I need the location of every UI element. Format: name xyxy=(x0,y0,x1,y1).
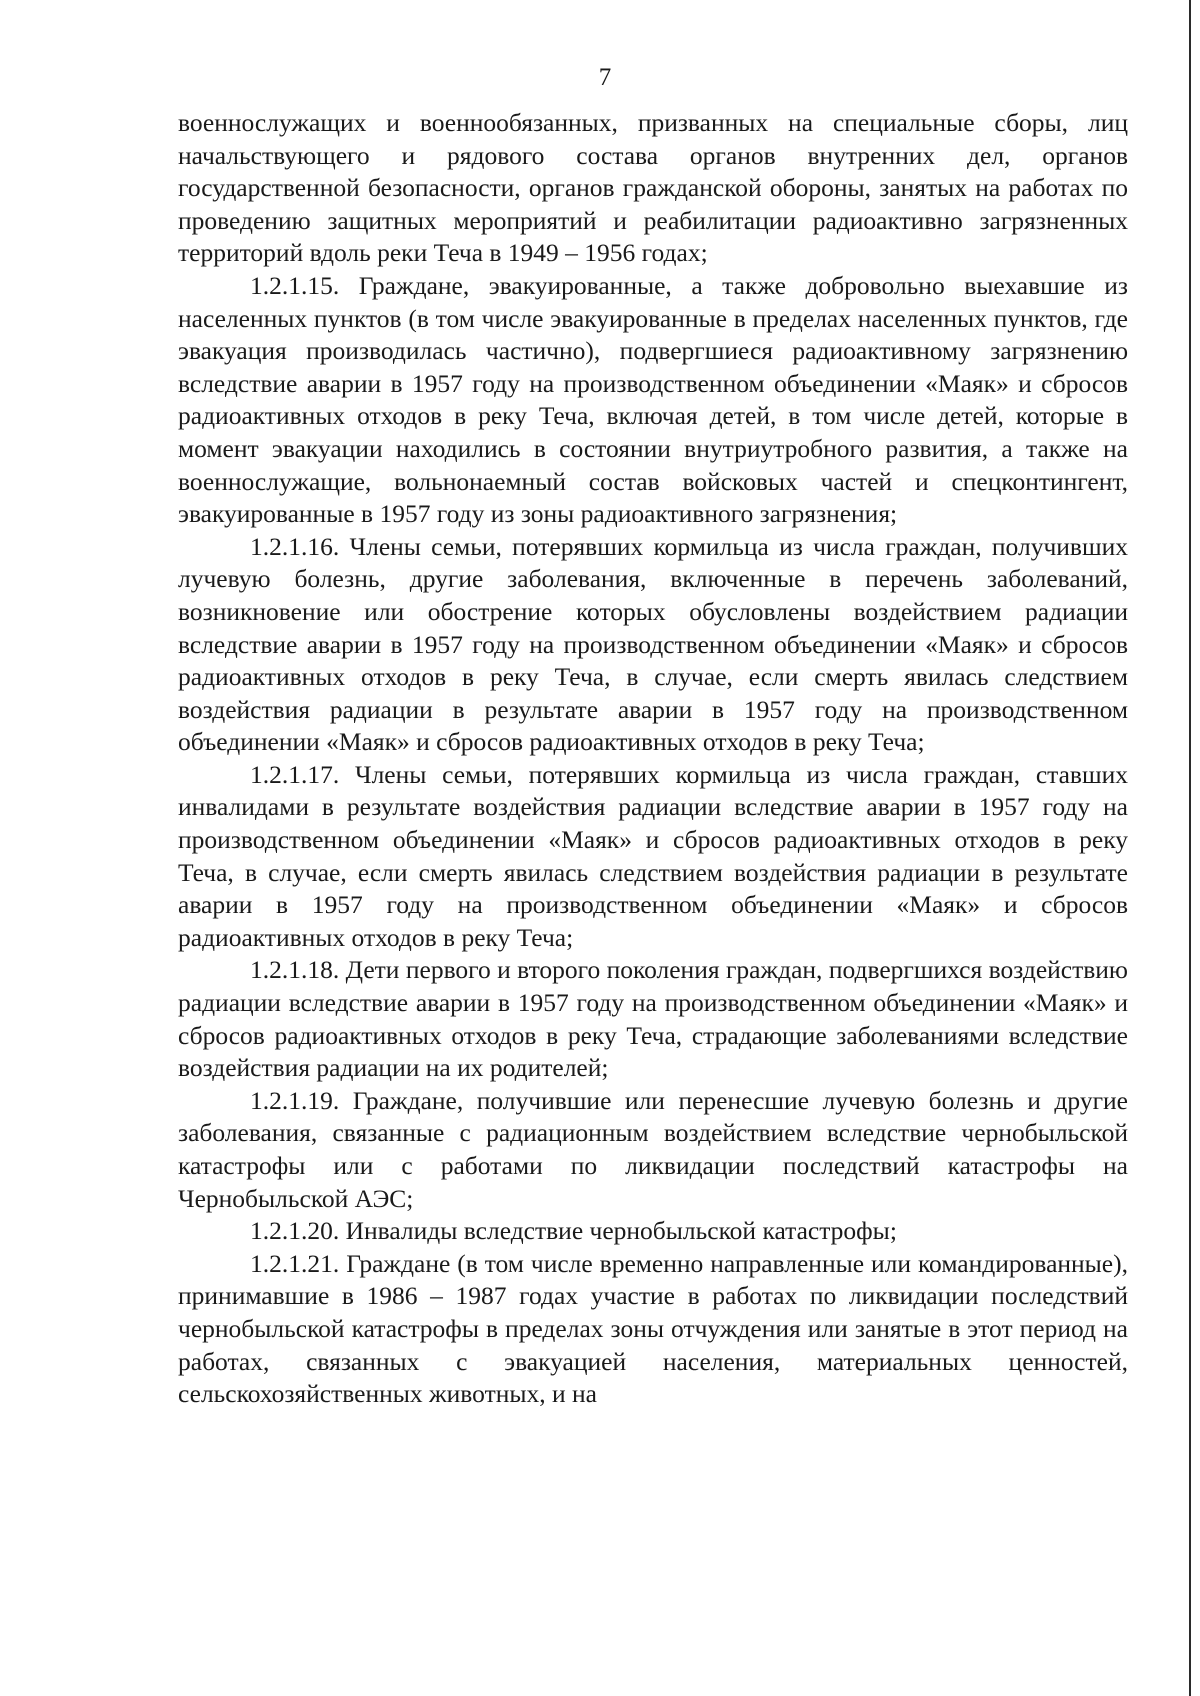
paragraph-1-2-1-18: 1.2.1.18. Дети первого и второго поколения граждан, подвергшихся воздействию радиации вследствие аварии в 1957 году на производственном объединении «Маяк» и сбросов радиоактивных отходов в реку Теча, страдающие заболеваниями вследствие воздействия радиации на их родителей; xyxy=(178,955,1128,1083)
paragraph-1-2-1-21: 1.2.1.21. Граждане (в том числе временно направленные или командированные), принимавшие в 1986 – 1987 годах участие в работах по ликвидации последствий чернобыльской катастрофы в пределах зоны отчуждения или занятые в этот период на работах, связанных с эвакуацией населения, материальных ценностей, сельскохозяйственных животных, и на xyxy=(178,1248,1128,1409)
paragraph-1-2-1-17: 1.2.1.17. Члены семьи, потерявших кормильца из числа граждан, ставших инвалидами в результате воздействия радиации вследствие аварии в 1957 году на производственном объединении «Маяк» и сбросов радиоактивных отходов в реку Теча, в случае, если смерть явилась следствием воздействия радиации в результате аварии в 1957 году на производственном объединении «Маяк» и сбросов радиоактивных отходов в реку Теча; xyxy=(178,759,1128,952)
paragraph-continuation: военнослужащих и военнообязанных, призванных на специальные сборы, лиц начальствующего и рядового состава органов внутренних дел, органов государственной безопасности, органов гражданской обороны, занятых на работах по проведению защитных мероприятий и реабилитации радиоактивно загрязненных территорий вдоль реки Теча в 1949 – 1956 годах; xyxy=(178,108,1128,268)
scan-edge-line xyxy=(1189,0,1191,1696)
paragraph-1-2-1-19: 1.2.1.19. Граждане, получившие или перенесшие лучевую болезнь и другие заболевания, связанные с радиационным воздействием вследствие чернобыльской катастрофы или с работами по ликвидации последствий катастрофы на Чернобыльской АЭС; xyxy=(178,1085,1128,1213)
page-number: 7 xyxy=(598,64,612,91)
paragraph-1-2-1-15: 1.2.1.15. Граждане, эвакуированные, а также добровольно выехавшие из населенных пунктов (в том числе эвакуированные в пределах населенных пунктов, где эвакуация производилась частично), подвергшиеся радиоактивному загрязнению вследствие аварии в 1957 году на производственном объединении «Маяк» и сбросов радиоактивных отходов в реку Теча, включая детей, в том числе детей, которые в момент эвакуации находились в состоянии внутриутробного развития, а также на военнослужащие, вольнонаемный состав войсковых частей и спецконтингент, эвакуированные в 1957 году из зоны радиоактивного загрязнения; xyxy=(178,270,1128,529)
paragraph-1-2-1-20: 1.2.1.20. Инвалиды вследствие чернобыльской катастрофы; xyxy=(250,1216,897,1246)
document-body xyxy=(178,107,1128,1411)
paragraph-1-2-1-16: 1.2.1.16. Члены семьи, потерявших кормильца из числа граждан, получивших лучевую болезнь, другие заболевания, включенные в перечень заболеваний, возникновение или обострение которых обусловлены воздействием радиации вследствие аварии в 1957 году на производственном объединении «Маяк» и сбросов радиоактивных отходов в реку Теча, в случае, если смерть явилась следствием воздействия радиации в результате аварии в 1957 году на производственном объединении «Маяк» и сбросов радиоактивных отходов в реку Теча; xyxy=(178,531,1128,757)
